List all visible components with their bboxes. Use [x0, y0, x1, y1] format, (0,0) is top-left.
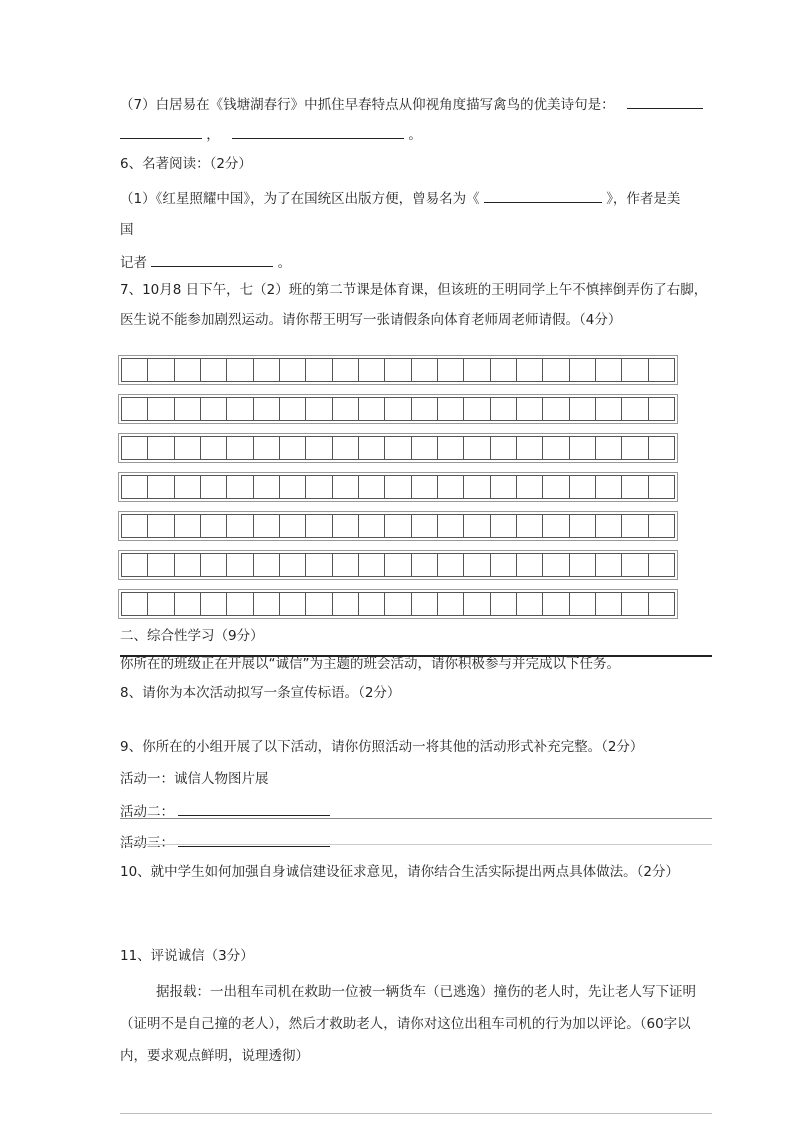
grid-cell: [200, 475, 227, 499]
grid-cell: [411, 397, 438, 421]
grid-cell: [384, 397, 411, 421]
q6-title: 6、名著阅读：（2分）: [120, 156, 252, 172]
grid-cell: [253, 397, 280, 421]
grid-cell: [542, 475, 569, 499]
grid-cell: [595, 436, 622, 460]
grid-cell: [516, 475, 543, 499]
q9-divider-2: [120, 844, 712, 845]
grid-cell: [279, 475, 306, 499]
q11-line1: 据报载：一出租车司机在救助一位被一辆货车（已逃逸）撞伤的老人时，先让老人写下证明: [156, 984, 696, 1000]
grid-cell: [358, 475, 385, 499]
grid-cell: [490, 475, 517, 499]
grid-cell: [569, 358, 596, 382]
grid-cell: [200, 553, 227, 577]
grid-cell: [174, 436, 201, 460]
grid-cell: [226, 553, 253, 577]
grid-cell: [147, 397, 174, 421]
q9-activity3-label: 活动三：: [120, 835, 174, 851]
grid-cell: [463, 475, 490, 499]
grid-cell: [147, 553, 174, 577]
grid-cell: [569, 475, 596, 499]
grid-cell: [411, 514, 438, 538]
grid-cell: [569, 553, 596, 577]
grid-cell: [279, 553, 306, 577]
grid-cell: [305, 436, 332, 460]
q9-activity3-line: [120, 832, 330, 853]
grid-cell: [279, 436, 306, 460]
grid-cell: [279, 358, 306, 382]
grid-cell: [121, 475, 148, 499]
grid-cell: [463, 436, 490, 460]
grid-cell: [490, 553, 517, 577]
grid-cell: [200, 436, 227, 460]
grid-cell: [595, 592, 622, 616]
grid-row[interactable]: [118, 355, 678, 385]
grid-cell: [253, 358, 280, 382]
grid-cell: [569, 436, 596, 460]
grid-cell: [253, 475, 280, 499]
grid-cell: [648, 475, 675, 499]
grid-cell: [332, 592, 359, 616]
grid-cell: [490, 358, 517, 382]
grid-cell: [305, 475, 332, 499]
grid-cell: [411, 475, 438, 499]
grid-cell: [648, 592, 675, 616]
grid-cell: [621, 358, 648, 382]
q11-line2: （证明不是自己撞的老人），然后才救助老人，请你对这位出租车司机的行为加以评论。（60字以: [120, 1016, 691, 1032]
grid-cell: [226, 475, 253, 499]
grid-cell: [174, 553, 201, 577]
q7-poem-line2: [120, 124, 422, 145]
grid-row[interactable]: [118, 511, 678, 541]
q7-poem-prefix: （7）白居易在《钱塘湖春行》中抓住早春特点从仰视角度描写禽鸟的优美诗句是：: [120, 97, 615, 113]
grid-cell: [384, 592, 411, 616]
grid-cell: [147, 514, 174, 538]
grid-cell: [437, 397, 464, 421]
grid-cell: [174, 358, 201, 382]
grid-cell: [595, 397, 622, 421]
q6-part1-line1: [120, 188, 680, 209]
grid-cell: [384, 475, 411, 499]
q7-poem-blank-2[interactable]: [120, 124, 202, 139]
grid-cell: [595, 475, 622, 499]
grid-cell: [279, 592, 306, 616]
grid-cell: [516, 436, 543, 460]
q6-part1-c: 国: [120, 222, 134, 238]
section2-intro: 你所在的班级正在开展以“诚信”为主题的班会活动，请你积极参与并完成以下任务。: [120, 656, 620, 672]
grid-cell: [542, 397, 569, 421]
grid-cell: [305, 358, 332, 382]
grid-cell: [253, 553, 280, 577]
q9-activity2-blank[interactable]: [178, 801, 330, 816]
grid-cell: [384, 436, 411, 460]
grid-cell: [305, 592, 332, 616]
grid-cell: [648, 358, 675, 382]
grid-cell: [516, 514, 543, 538]
grid-cell: [648, 436, 675, 460]
grid-cell: [174, 475, 201, 499]
grid-row[interactable]: [118, 394, 678, 424]
grid-cell: [542, 592, 569, 616]
grid-cell: [200, 397, 227, 421]
grid-cell: [648, 514, 675, 538]
grid-cell: [621, 397, 648, 421]
q8-text: 8、请你为本次活动拟写一条宣传标语。（2分）: [120, 685, 401, 701]
grid-cell: [621, 553, 648, 577]
grid-cell: [569, 397, 596, 421]
grid-cell: [463, 397, 490, 421]
grid-cell: [490, 592, 517, 616]
q7-poem-separator: ，: [206, 127, 220, 143]
q6-part1-line3: [120, 252, 291, 273]
grid-cell: [411, 553, 438, 577]
grid-cell: [516, 553, 543, 577]
grid-cell: [595, 553, 622, 577]
grid-cell: [516, 592, 543, 616]
grid-cell: [279, 514, 306, 538]
grid-cell: [200, 514, 227, 538]
grid-cell: [384, 514, 411, 538]
grid-cell: [226, 397, 253, 421]
grid-cell: [200, 358, 227, 382]
grid-cell: [121, 397, 148, 421]
q6-part1-d: 记者: [120, 255, 147, 271]
section2-title: 二、综合性学习（9分）: [120, 628, 264, 644]
grid-cell: [437, 514, 464, 538]
grid-cell: [358, 514, 385, 538]
grid-cell: [226, 514, 253, 538]
q9-activity1: 活动一：诚信人物图片展: [120, 771, 269, 787]
grid-row[interactable]: [118, 433, 678, 463]
grid-cell: [332, 514, 359, 538]
grid-cell: [490, 397, 517, 421]
q10-text: 10、就中学生如何加强自身诚信建设征求意见，请你结合生活实际提出两点具体做法。（2分）: [120, 864, 680, 880]
grid-cell: [621, 514, 648, 538]
grid-cell: [648, 397, 675, 421]
grid-cell: [305, 553, 332, 577]
grid-cell: [384, 553, 411, 577]
grid-row[interactable]: [118, 472, 678, 502]
grid-cell: [542, 436, 569, 460]
grid-cell: [384, 358, 411, 382]
grid-cell: [595, 358, 622, 382]
grid-cell: [463, 514, 490, 538]
page-bottom-divider: [120, 1113, 712, 1114]
grid-cell: [358, 436, 385, 460]
q7-line1: 7、10月8 日下午，七（2）班的第二节课是体育课，但该班的王明同学上午不慎摔倒弄伤了右脚，: [120, 282, 708, 298]
q9-text: 9、你所在的小组开展了以下活动，请你仿照活动一将其他的活动形式补充完整。（2分）: [120, 739, 644, 755]
grid-row[interactable]: [118, 550, 678, 580]
grid-cell: [305, 397, 332, 421]
q6-part1-end: 。: [277, 255, 292, 271]
grid-cell: [147, 592, 174, 616]
grid-cell: [253, 436, 280, 460]
q9-activity2-label: 活动二：: [120, 804, 174, 820]
grid-cell: [437, 592, 464, 616]
q7-poem-blank-3[interactable]: [232, 124, 404, 139]
q6-author-blank[interactable]: [151, 252, 273, 267]
grid-cell: [490, 514, 517, 538]
grid-cell: [332, 436, 359, 460]
grid-cell: [437, 475, 464, 499]
grid-cell: [147, 358, 174, 382]
grid-cell: [121, 358, 148, 382]
grid-cell: [463, 358, 490, 382]
grid-cell: [121, 514, 148, 538]
grid-cell: [411, 436, 438, 460]
grid-cell: [463, 553, 490, 577]
grid-cell: [621, 475, 648, 499]
grid-cell: [358, 553, 385, 577]
grid-cell: [226, 592, 253, 616]
grid-cell: [437, 553, 464, 577]
q11-title: 11、评说诚信（3分）: [120, 948, 254, 964]
grid-cell: [621, 436, 648, 460]
grid-cell: [121, 553, 148, 577]
q9-divider-1: [120, 818, 712, 819]
grid-cell: [595, 514, 622, 538]
grid-cell: [358, 397, 385, 421]
grid-cell: [332, 553, 359, 577]
grid-cell: [358, 592, 385, 616]
grid-cell: [200, 592, 227, 616]
grid-cell: [121, 592, 148, 616]
q6-book-title-blank[interactable]: [484, 188, 602, 203]
grid-cell: [226, 358, 253, 382]
grid-cell: [226, 436, 253, 460]
grid-cell: [463, 592, 490, 616]
grid-cell: [542, 358, 569, 382]
q11-line3: 内，要求观点鲜明，说理透彻）: [120, 1048, 309, 1064]
q6-part1-a: （1）《红星照耀中国》，为了在国统区出版方便，曾易名为《: [120, 191, 480, 207]
grid-row[interactable]: [118, 589, 678, 619]
grid-cell: [121, 436, 148, 460]
q6-part1-b: 》，作者是美: [606, 191, 681, 207]
q7-poem-end: 。: [408, 127, 422, 143]
grid-cell: [305, 514, 332, 538]
grid-cell: [516, 358, 543, 382]
grid-cell: [332, 358, 359, 382]
grid-cell: [147, 436, 174, 460]
q7-line2: 医生说不能参加剧烈运动。请你帮王明写一张请假条向体育老师周老师请假。（4分）: [120, 312, 622, 328]
grid-cell: [174, 514, 201, 538]
grid-cell: [516, 397, 543, 421]
grid-cell: [542, 514, 569, 538]
grid-cell: [437, 436, 464, 460]
grid-cell: [569, 592, 596, 616]
q7-poem-line1: [120, 94, 703, 115]
grid-cell: [253, 592, 280, 616]
grid-cell: [279, 397, 306, 421]
grid-cell: [332, 475, 359, 499]
q7-poem-blank-1[interactable]: [627, 94, 703, 109]
grid-cell: [174, 592, 201, 616]
grid-cell: [147, 475, 174, 499]
grid-cell: [437, 358, 464, 382]
grid-cell: [569, 514, 596, 538]
grid-cell: [648, 553, 675, 577]
grid-cell: [411, 592, 438, 616]
grid-cell: [621, 592, 648, 616]
grid-cell: [358, 358, 385, 382]
grid-cell: [542, 553, 569, 577]
grid-cell: [490, 436, 517, 460]
grid-cell: [174, 397, 201, 421]
grid-cell: [411, 358, 438, 382]
grid-cell: [332, 397, 359, 421]
grid-cell: [253, 514, 280, 538]
